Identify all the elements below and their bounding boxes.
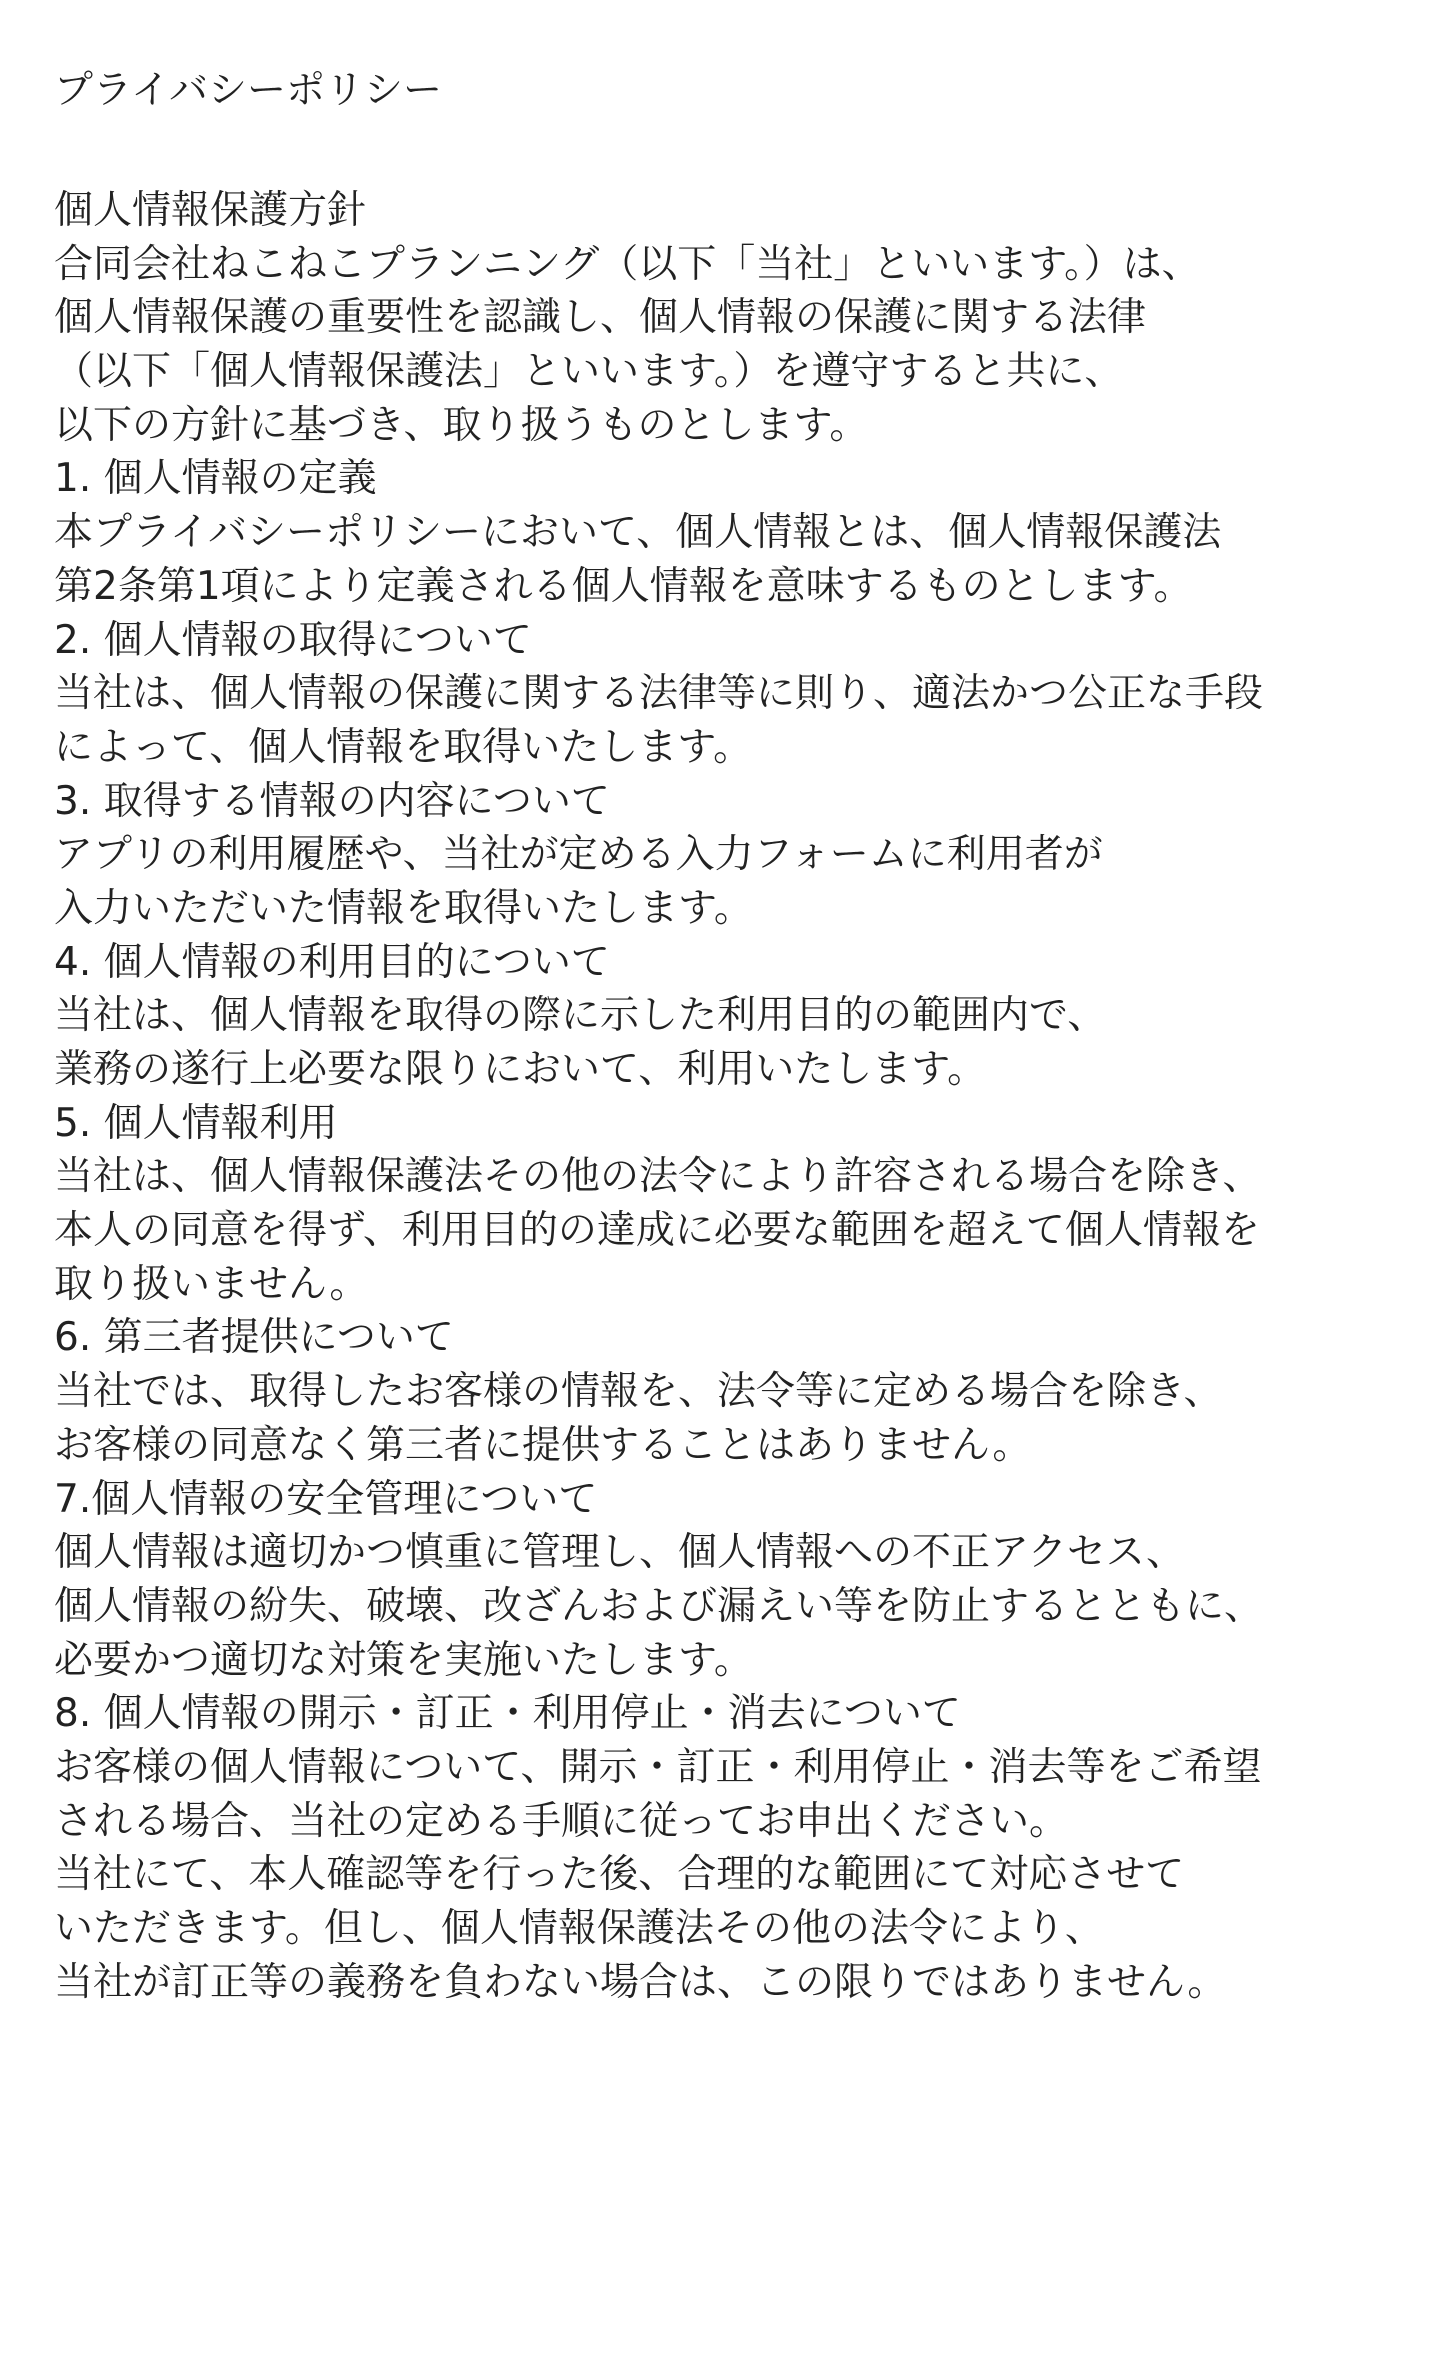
paragraph-line: 当社では、取得したお客様の情報を、法令等に定める場合を除き、 [54, 1369, 1223, 1415]
paragraph-line: 当社は、個人情報保護法その他の法令により許容される場合を除き、 [54, 1154, 1262, 1200]
section-heading: 8. 個人情報の開示・訂正・利用停止・消去について [54, 1691, 961, 1737]
paragraph-line: 入力いただいた情報を取得いたします。 [54, 885, 753, 931]
paragraph-line: によって、個人情報を取得いたします。 [54, 724, 753, 770]
section-heading: 4. 個人情報の利用目的について [54, 939, 610, 985]
page-title: プライバシーポリシー [54, 68, 443, 113]
paragraph-line: いただきます。但し、個人情報保護法その他の法令により、 [54, 1906, 1104, 1951]
paragraph-line: お客様の個人情報について、開示・訂正・利用停止・消去等をご希望 [54, 1744, 1262, 1790]
paragraph-line: 以下の方針に基づき、取り扱うものとします。 [54, 402, 869, 448]
paragraph-line: 当社は、個人情報の保護に関する法律等に則り、適法かつ公正な手段 [54, 671, 1264, 717]
paragraph-line: 個人情報保護の重要性を認識し、個人情報の保護に関する法律 [54, 295, 1147, 341]
paragraph-line: 当社は、個人情報を取得の際に示した利用目的の範囲内で、 [54, 993, 1107, 1039]
paragraph-line: 取り扱いません。 [54, 1261, 369, 1307]
paragraph-line: 本プライバシーポリシーにおいて、個人情報とは、個人情報保護法 [54, 510, 1222, 556]
section-heading: 1. 個人情報の定義 [54, 456, 377, 502]
paragraph-line: 当社にて、本人確認等を行った後、合理的な範囲にて対応させて [54, 1852, 1185, 1898]
paragraph-line: 個人情報は適切かつ慎重に管理し、個人情報への不正アクセス、 [54, 1530, 1186, 1576]
paragraph-line: お客様の同意なく第三者に提供することはありません。 [54, 1422, 1032, 1468]
section-heading: 個人情報保護方針 [54, 188, 367, 233]
paragraph-line: 当社が訂正等の義務を負わない場合は、この限りではありません。 [54, 1959, 1227, 2005]
section-heading: 7.個人情報の安全管理について [54, 1476, 598, 1522]
paragraph-line: （以下「個人情報保護法」といいます。）を遵守すると共に、 [54, 349, 1124, 395]
paragraph-line: 合同会社ねこねこプランニング（以下「当社」といいます。）は、 [54, 241, 1201, 287]
paragraph-line: 個人情報の紛失、破壊、改ざんおよび漏えい等を防止するとともに、 [54, 1583, 1264, 1629]
section-heading: 3. 取得する情報の内容について [54, 778, 610, 824]
paragraph-line: 業務の遂行上必要な限りにおいて、利用いたします。 [54, 1047, 987, 1092]
section-heading: 2. 個人情報の取得について [54, 617, 532, 663]
policy-body [54, 184, 1394, 2009]
paragraph-line: 本人の同意を得ず、利用目的の達成に必要な範囲を超えて個人情報を [54, 1208, 1260, 1254]
paragraph-line: される場合、当社の定める手順に従ってお申出ください。 [54, 1798, 1069, 1844]
paragraph-line: 必要かつ適切な対策を実施いたします。 [54, 1637, 753, 1683]
section-heading: 5. 個人情報利用 [54, 1100, 338, 1146]
paragraph-line: アプリの利用履歴や、当社が定める入力フォームに利用者が [54, 832, 1103, 878]
section-heading: 6. 第三者提供について [54, 1315, 454, 1361]
privacy-policy-document [54, 64, 1394, 2009]
paragraph-line: 第2条第1項により定義される個人情報を意味するものとします。 [54, 563, 1193, 609]
